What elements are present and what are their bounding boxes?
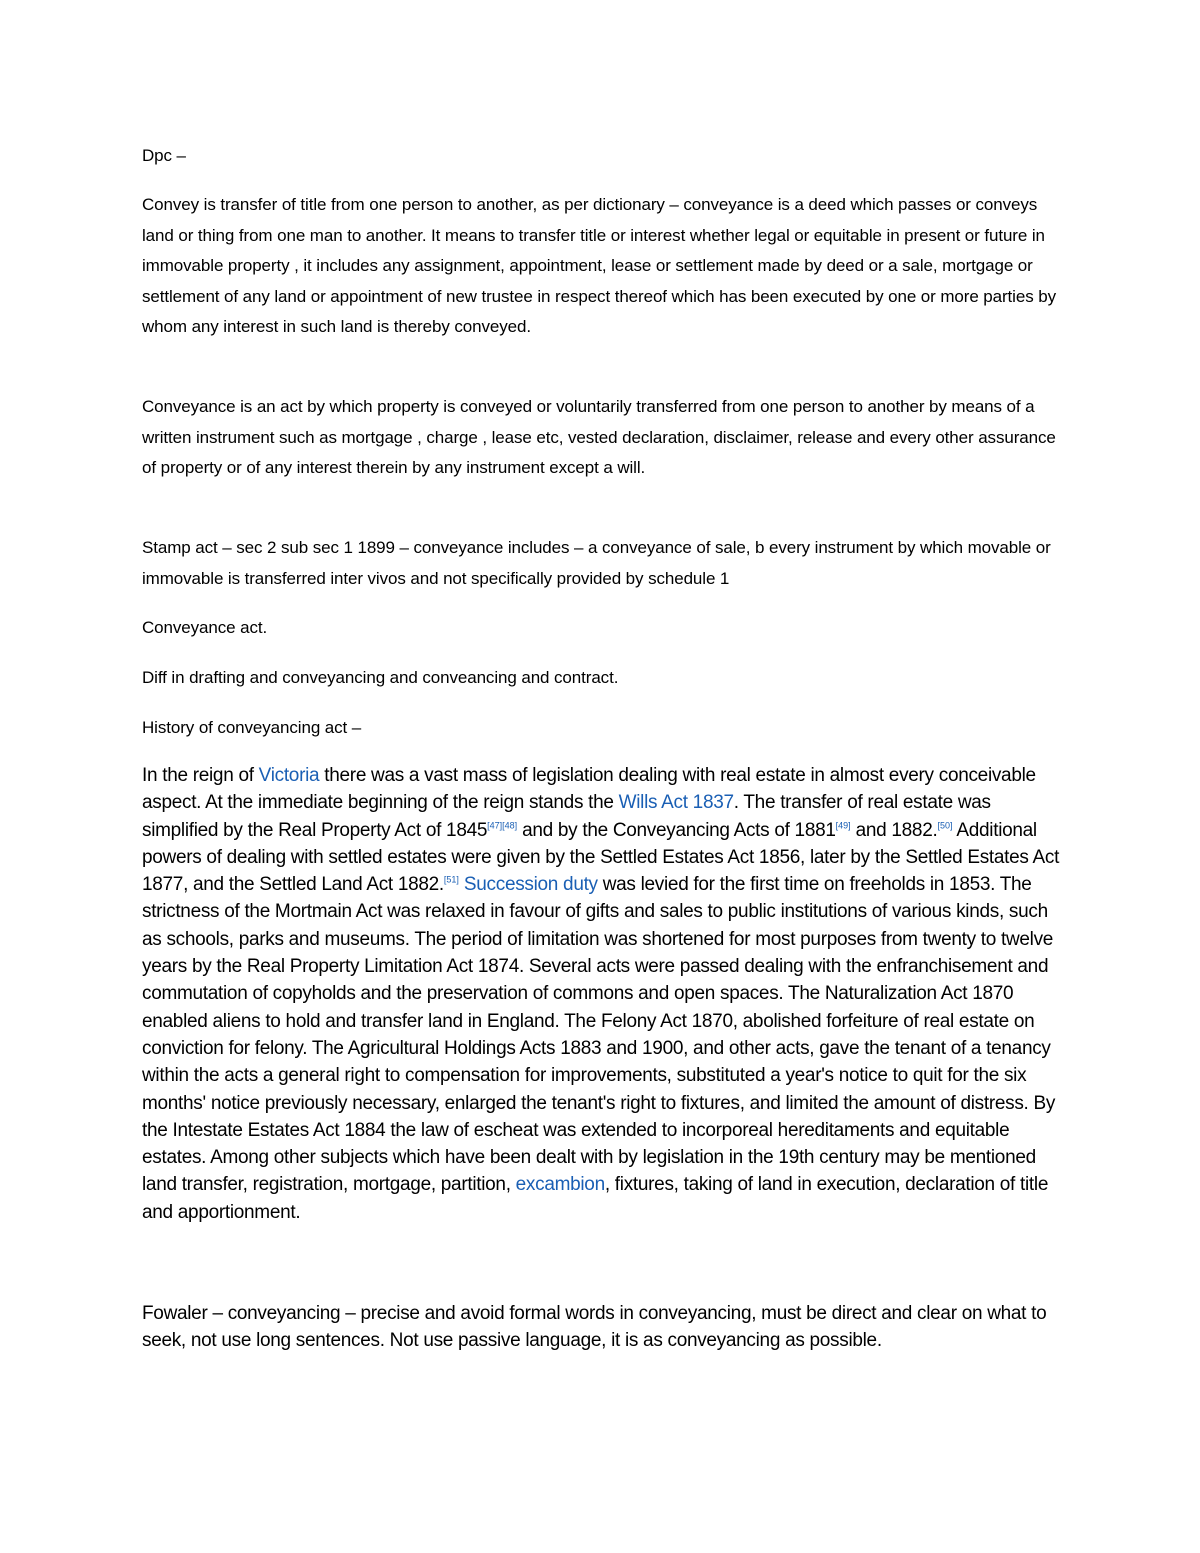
- history-text: . The transfer of real estate was simplified by the Real Property Act of 1845: [142, 792, 991, 841]
- link-victoria[interactable]: Victoria: [258, 765, 320, 786]
- link-wills-act[interactable]: Wills Act 1837: [618, 792, 734, 814]
- history-text: and by the Conveyancing Acts of 1881: [517, 819, 836, 841]
- paragraph-stamp-act: Stamp act – sec 2 sub sec 1 1899 – conveyance includes – a conveyance of sale, b every instrument by which movable or immovable is transferred inter vivos and not specifically provided by schedule 1: [142, 538, 1051, 588]
- paragraph-fowaler: Fowaler – conveyancing – precise and avoid formal words in conveyancing, must be direct and clear on what to seek, not use long sentences. Not use passive language, it is as conveyancing as possible.: [142, 1303, 1047, 1352]
- paragraph-diff-drafting: Diff in drafting and conveyancing and conveancing and contract.: [142, 668, 619, 687]
- paragraph-history-heading: History of conveyancing act –: [142, 718, 362, 737]
- history-text: and 1882.: [850, 819, 938, 841]
- link-succession-duty[interactable]: Succession duty: [463, 874, 598, 896]
- history-text: there was a vast mass of legislation dealing with real estate in almost every conceivable aspect. At the immediate beginning of the reign stands the: [142, 765, 1036, 814]
- reference-49[interactable]: [49]: [835, 820, 851, 831]
- history-text: was levied for the first time on freeholds in 1853. The strictness of the Mortmain Act was relaxed in favour of gifts and sales to public institutions of various kinds, such as schools, parks and museums. The period of limitation was shortened for most purposes from twenty to twelve years by the Real Property Limitation Act 1874. Several acts were passed dealing with the enfranchisement and commutation of copyholds and the preservation of commons and open spaces. The Naturalization Act 1870 enabled aliens to hold and transfer land in England. The Felony Act 1870, abolished forfeiture of real estate on conviction for felony. The Agricultural Holdings Acts 1883 and 1900, and other acts, gave the tenant of a tenancy within the acts a general right to compensation for improvements, substituted a year's notice to quit for the six months' notice previously necessary, enlarged the tenant's right to fixtures, and limited the amount of distress. By the Intestate Estates Act 1884 the law of escheat was extended to incorporeal hereditaments and equitable estates. Among other subjects which have been dealt with by legislation in the 19th century may be mentioned land transfer, registration, mortgage, partition,: [142, 874, 1056, 1196]
- history-text: , fixtures, taking of land in execution, declaration of title and apportionment.: [142, 1174, 1049, 1223]
- history-text: In the reign of: [142, 765, 259, 786]
- link-excambion[interactable]: excambion: [515, 1174, 605, 1196]
- reference-47-48[interactable]: [47][48]: [487, 820, 518, 831]
- reference-51[interactable]: [51]: [443, 874, 459, 885]
- reference-50[interactable]: [50]: [937, 820, 953, 831]
- paragraph-convey-definition: Convey is transfer of title from one person to another, as per dictionary – conveyance is a deed which passes or conveys land or thing from one man to another. It means to transfer title or interest whether legal or equitable in present or future in immovable property , it includes any assignment, appointment, lease or settlement made by deed or a sale, mortgage or settlement of any land or appointment of new trustee in respect thereof which has been executed by one or more parties by whom any interest in such land is thereby conveyed.: [142, 195, 1056, 336]
- paragraph-history-victoria: [142, 762, 1062, 1226]
- heading-dpc: Dpc –: [142, 146, 186, 165]
- paragraph-conveyance-act: Conveyance is an act by which property is conveyed or voluntarily transferred from one person to another by means of a written instrument such as mortgage , charge , lease etc, vested declaration, disclaimer, release and every other assurance of property or of any interest therein by any instrument except a will.: [142, 397, 1056, 477]
- paragraph-conveyance-act-title: Conveyance act.: [142, 618, 268, 637]
- history-text: Additional powers of dealing with settled estates were given by the Settled Estates Act 1856, later by the Settled Estates Act 1877, and the Settled Land Act 1882.: [142, 819, 1060, 896]
